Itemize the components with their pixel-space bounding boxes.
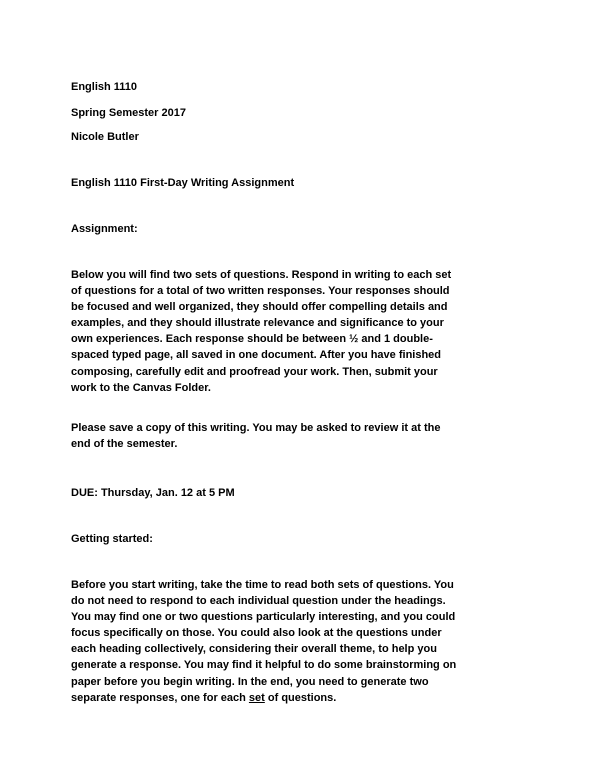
paragraph-line: of questions for a total of two written responses. Your responses should	[71, 285, 450, 298]
paragraph-line: do not need to respond to each individual question under the headings.	[71, 595, 446, 608]
assignment-paragraph	[71, 267, 541, 396]
save-note-paragraph	[71, 420, 541, 452]
paragraph-line: work to the Canvas Folder.	[71, 381, 211, 394]
getting-started-heading: Getting started:	[71, 533, 153, 545]
instructor-name: Nicole Butler	[71, 131, 139, 143]
paragraph-line: You may find one or two questions particularly interesting, and you could	[71, 611, 456, 624]
due-date: DUE: Thursday, Jan. 12 at 5 PM	[71, 487, 235, 499]
paragraph-line: Please save a copy of this writing. You may be asked to review it at the	[71, 422, 441, 434]
paragraph-line-final	[71, 692, 336, 704]
paragraph-line: spaced typed page, all saved in one document. After you have finished	[71, 349, 442, 362]
paragraph-line: end of the semester.	[71, 438, 178, 451]
paragraph-line: Below you will find two sets of questions. Respond in writing to each set	[71, 269, 452, 281]
assignment-heading: Assignment:	[71, 223, 138, 235]
final-line-end: of questions.	[264, 691, 337, 704]
paragraph-line: generate a response. You may find it helpful to do some brainstorming on	[71, 659, 457, 672]
underlined-word: set	[248, 691, 265, 704]
document-title: English 1110 First-Day Writing Assignment	[71, 177, 295, 189]
paragraph-line: each heading collectively, considering their overall theme, to help you	[71, 643, 437, 656]
course-name: English 1110	[71, 81, 138, 93]
final-line-start: separate responses, one for each	[71, 691, 249, 704]
paragraph-line: paper before you begin writing. In the end, you need to generate two	[71, 675, 429, 688]
paragraph-line: examples, and they should illustrate relevance and significance to your	[71, 317, 444, 330]
paragraph-line: composing, carefully edit and proofread your work. Then, submit your	[71, 365, 438, 378]
semester: Spring Semester 2017	[71, 107, 186, 119]
getting-started-paragraph	[71, 577, 541, 706]
paragraph-line: own experiences. Each response should be between ½ and 1 double-	[71, 333, 433, 346]
paragraph-line: Before you start writing, take the time to read both sets of questions. You	[71, 579, 454, 591]
paragraph-line: focus specifically on those. You could also look at the questions under	[71, 627, 442, 640]
paragraph-line: be focused and well organized, they should offer compelling details and	[71, 301, 448, 314]
